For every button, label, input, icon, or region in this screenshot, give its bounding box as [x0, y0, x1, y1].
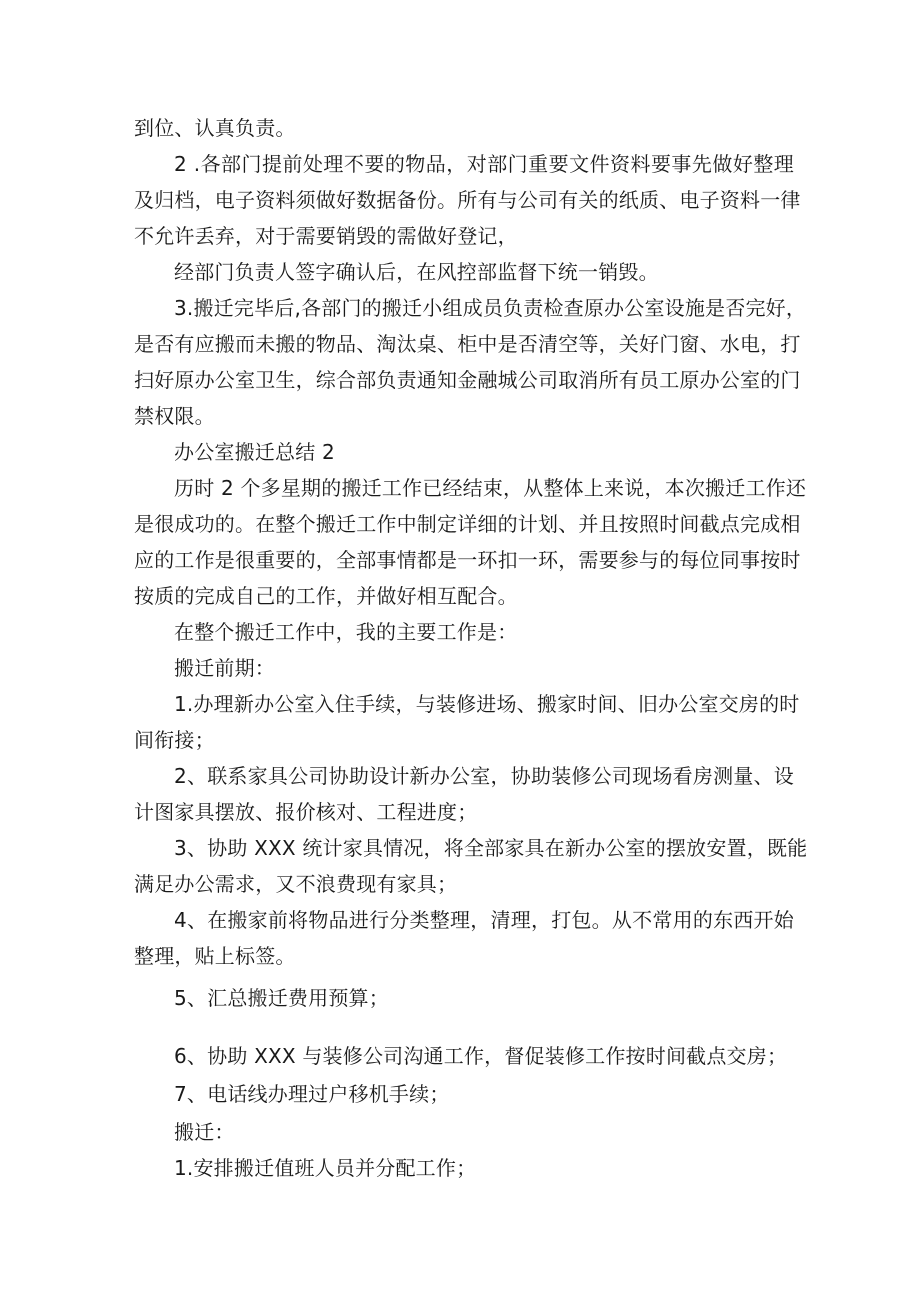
paragraph-line: 搬迁前期： — [174, 656, 275, 680]
paragraph-line: 应的工作是很重要的，全部事情都是一环扣一环，需要参与的每位同事按时 — [134, 548, 801, 572]
paragraph-line: 禁权限。 — [134, 404, 215, 428]
list-item-line: 2、联系家具公司协助设计新办公室，协助装修公司现场看房测量、设 — [174, 764, 794, 788]
paragraph-line: 不允许丢弃，对于需要销毁的需做好登记， — [134, 224, 518, 248]
paragraph-line: 按质的完成自己的工作，并做好相互配合。 — [134, 584, 518, 608]
paragraph-line: 是否有应搬而未搬的物品、淘汰桌、柜中是否清空等，关好门窗、水电，打 — [134, 332, 801, 356]
paragraph-line: 经部门负责人签字确认后，在风控部监督下统一销毁。 — [174, 260, 659, 284]
paragraph-line: 在整个搬迁工作中，我的主要工作是： — [174, 620, 518, 644]
list-item-line: 满足办公需求，又不浪费现有家具； — [134, 872, 458, 896]
list-item-line: 3、协助 XXX 统计家具情况，将全部家具在新办公室的摆放安置，既能 — [174, 836, 808, 860]
list-item-line: 7、电话线办理过户移机手续； — [174, 1082, 450, 1106]
paragraph-line: 及归档，电子资料须做好数据备份。所有与公司有关的纸质、电子资料一律 — [134, 188, 801, 212]
paragraph-line: 2 .各部门提前处理不要的物品，对部门重要文件资料要事先做好整理 — [174, 152, 794, 176]
list-item-line: 间衔接； — [134, 728, 215, 752]
paragraph-line: 3.搬迁完毕后,各部门的搬迁小组成员负责检查原办公室设施是否完好， — [174, 296, 807, 320]
paragraph-line: 是很成功的。在整个搬迁工作中制定详细的计划、并且按照时间截点完成相 — [134, 512, 801, 536]
paragraph-line: 扫好原办公室卫生，综合部负责通知金融城公司取消所有员工原办公室的门 — [134, 368, 801, 392]
list-item-line: 6、协助 XXX 与装修公司沟通工作，督促装修工作按时间截点交房； — [174, 1044, 788, 1068]
list-item-line: 计图家具摆放、报价核对、工程进度； — [134, 800, 478, 824]
list-item-line: 1.安排搬迁值班人员并分配工作； — [174, 1156, 477, 1180]
list-item-line: 1.办理新办公室入住手续，与装修进场、搬家时间、旧办公室交房的时 — [174, 692, 800, 716]
paragraph-line: 到位、认真负责。 — [134, 116, 296, 140]
list-item-line: 4、在搬家前将物品进行分类整理，清理，打包。从不常用的东西开始 — [174, 908, 794, 932]
list-item-line: 整理，贴上标签。 — [134, 944, 296, 968]
paragraph-line: 历时 2 个多星期的搬迁工作已经结束，从整体上来说，本次搬迁工作还 — [174, 476, 807, 500]
paragraph-line: 搬迁： — [174, 1120, 235, 1144]
section-heading: 办公室搬迁总结 2 — [174, 440, 335, 464]
list-item-line: 5、汇总搬迁费用预算； — [174, 986, 389, 1010]
